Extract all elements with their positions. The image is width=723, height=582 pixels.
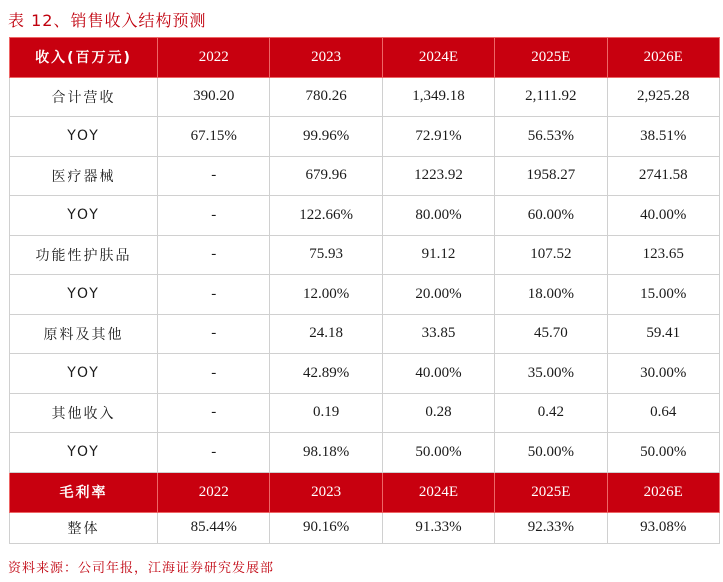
cell-value: - xyxy=(158,156,270,196)
table-row xyxy=(10,433,720,473)
cell-value: 45.70 xyxy=(495,314,607,354)
cell-value: 90.16% xyxy=(270,512,382,543)
cell-value: 75.93 xyxy=(270,235,382,275)
cell-value: 1958.27 xyxy=(495,156,607,196)
table-row xyxy=(10,77,720,117)
row-label: YOY xyxy=(10,117,158,157)
cell-value: 50.00% xyxy=(495,433,607,473)
cell-value: 30.00% xyxy=(607,354,719,394)
row-label: YOY xyxy=(10,433,158,473)
cell-value: 780.26 xyxy=(270,77,382,117)
cell-value: - xyxy=(158,196,270,236)
cell-value: - xyxy=(158,354,270,394)
table-row xyxy=(10,314,720,354)
cell-value: 2,111.92 xyxy=(495,77,607,117)
row-label: YOY xyxy=(10,275,158,315)
table-row xyxy=(10,156,720,196)
table-row xyxy=(10,196,720,236)
cell-value: 93.08% xyxy=(607,512,719,543)
header-year: 2024E xyxy=(382,38,494,78)
header-row xyxy=(10,38,720,78)
revenue-forecast-table xyxy=(9,37,720,544)
cell-value: 67.15% xyxy=(158,117,270,157)
margin_header-year: 2025E xyxy=(495,472,607,512)
margin_header-label: 毛利率 xyxy=(10,472,158,512)
table-row xyxy=(10,235,720,275)
margin_header-year: 2026E xyxy=(607,472,719,512)
cell-value: 59.41 xyxy=(607,314,719,354)
header-label: 收入(百万元) xyxy=(10,38,158,78)
cell-value: 1223.92 xyxy=(382,156,494,196)
margin_header-row xyxy=(10,472,720,512)
cell-value: 107.52 xyxy=(495,235,607,275)
cell-value: 0.28 xyxy=(382,393,494,433)
cell-value: 80.00% xyxy=(382,196,494,236)
cell-value: - xyxy=(158,433,270,473)
cell-value: 91.12 xyxy=(382,235,494,275)
cell-value: 1,349.18 xyxy=(382,77,494,117)
cell-value: - xyxy=(158,275,270,315)
cell-value: 91.33% xyxy=(382,512,494,543)
cell-value: 50.00% xyxy=(607,433,719,473)
cell-value: 0.42 xyxy=(495,393,607,433)
cell-value: 123.65 xyxy=(607,235,719,275)
cell-value: 85.44% xyxy=(158,512,270,543)
cell-value: 2741.58 xyxy=(607,156,719,196)
table-row xyxy=(10,354,720,394)
header-year: 2023 xyxy=(270,38,382,78)
cell-value: 12.00% xyxy=(270,275,382,315)
header-year: 2022 xyxy=(158,38,270,78)
margin_header-year: 2024E xyxy=(382,472,494,512)
row-label: 原料及其他 xyxy=(10,314,158,354)
cell-value: 99.96% xyxy=(270,117,382,157)
table-row xyxy=(10,393,720,433)
cell-value: 2,925.28 xyxy=(607,77,719,117)
cell-value: 72.91% xyxy=(382,117,494,157)
row-label: YOY xyxy=(10,354,158,394)
cell-value: 60.00% xyxy=(495,196,607,236)
header-year: 2026E xyxy=(607,38,719,78)
header-year: 2025E xyxy=(495,38,607,78)
table-caption: 表 12、销售收入结构预测 xyxy=(8,11,207,30)
cell-value: 15.00% xyxy=(607,275,719,315)
cell-value: 390.20 xyxy=(158,77,270,117)
cell-value: 0.64 xyxy=(607,393,719,433)
row-label: 整体 xyxy=(10,512,158,543)
cell-value: 18.00% xyxy=(495,275,607,315)
cell-value: 122.66% xyxy=(270,196,382,236)
cell-value: 24.18 xyxy=(270,314,382,354)
table-row xyxy=(10,275,720,315)
table-row xyxy=(10,512,720,543)
cell-value: 56.53% xyxy=(495,117,607,157)
cell-value: - xyxy=(158,393,270,433)
cell-value: 40.00% xyxy=(607,196,719,236)
cell-value: 42.89% xyxy=(270,354,382,394)
cell-value: 0.19 xyxy=(270,393,382,433)
cell-value: 92.33% xyxy=(495,512,607,543)
cell-value: - xyxy=(158,314,270,354)
row-label: 合计营收 xyxy=(10,77,158,117)
row-label: YOY xyxy=(10,196,158,236)
margin_header-year: 2023 xyxy=(270,472,382,512)
cell-value: 50.00% xyxy=(382,433,494,473)
margin_header-year: 2022 xyxy=(158,472,270,512)
table-row xyxy=(10,117,720,157)
cell-value: - xyxy=(158,235,270,275)
cell-value: 38.51% xyxy=(607,117,719,157)
cell-value: 40.00% xyxy=(382,354,494,394)
cell-value: 98.18% xyxy=(270,433,382,473)
cell-value: 35.00% xyxy=(495,354,607,394)
row-label: 功能性护肤品 xyxy=(10,235,158,275)
row-label: 其他收入 xyxy=(10,393,158,433)
row-label: 医疗器械 xyxy=(10,156,158,196)
cell-value: 679.96 xyxy=(270,156,382,196)
cell-value: 33.85 xyxy=(382,314,494,354)
source-note: 资料来源：公司年报，江海证券研究发展部 xyxy=(8,561,275,576)
cell-value: 20.00% xyxy=(382,275,494,315)
